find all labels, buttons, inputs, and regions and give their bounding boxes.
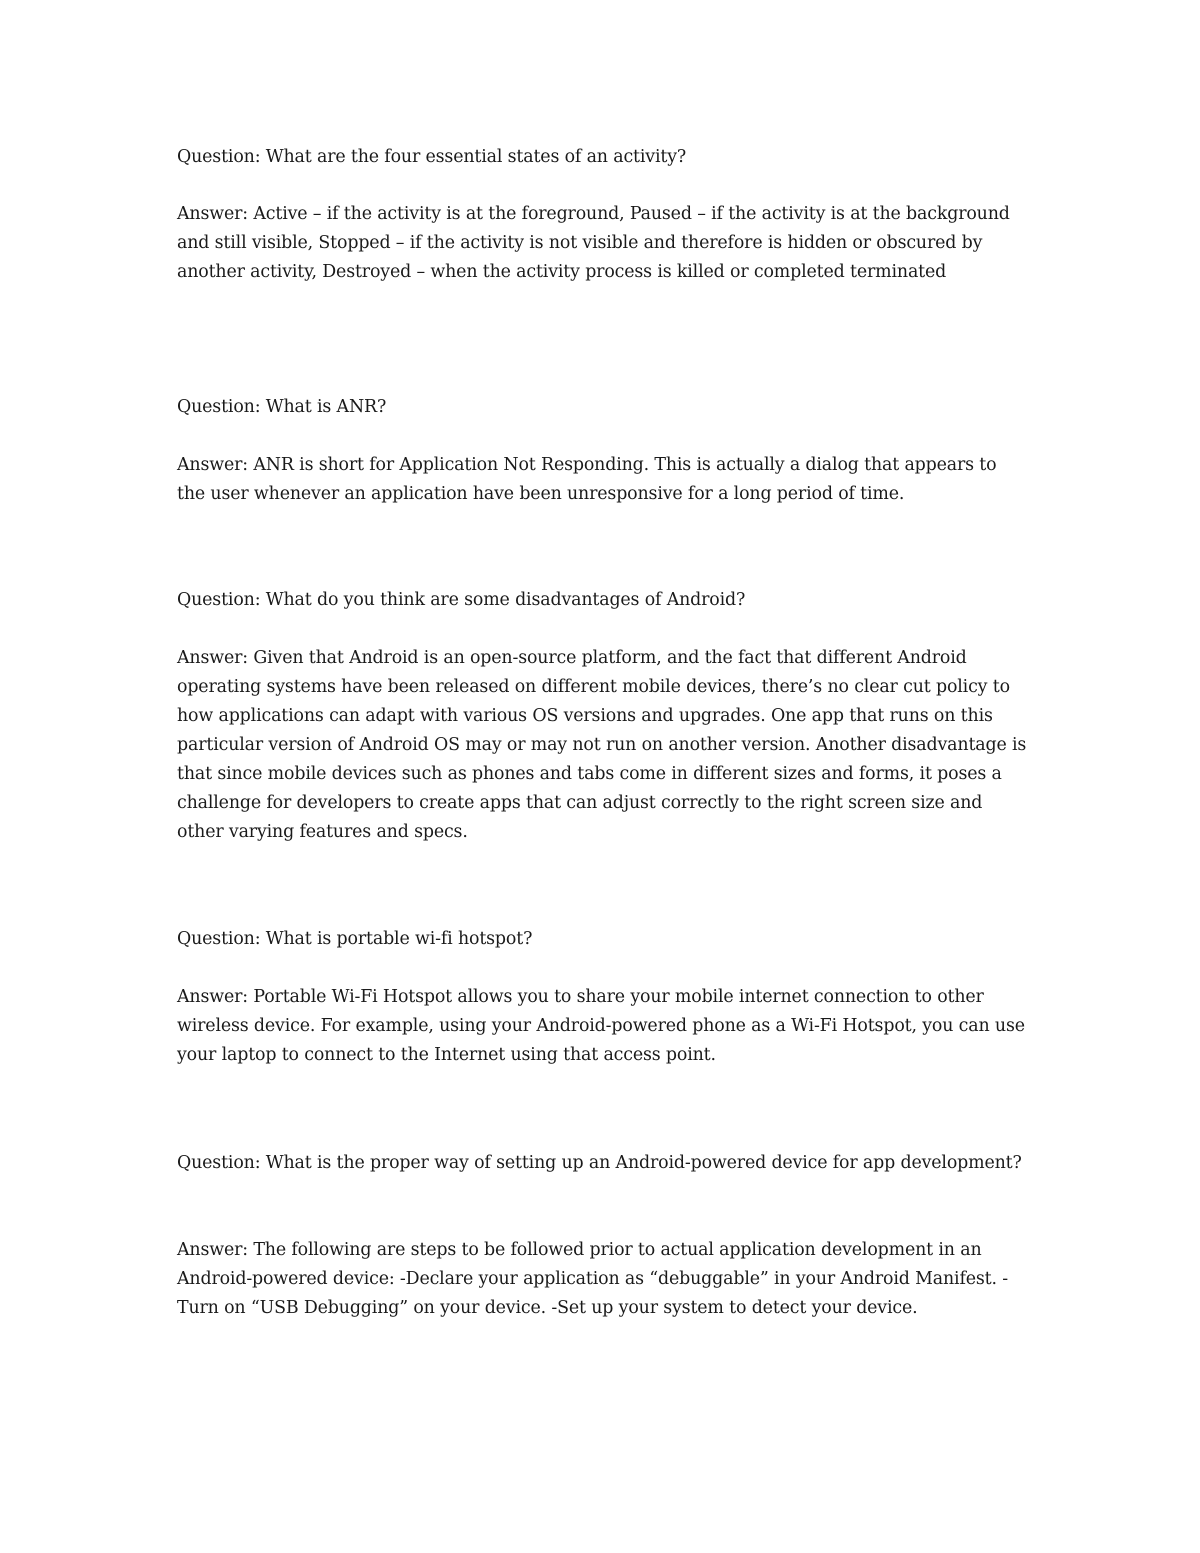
question-2: Question: What is ANR? — [177, 397, 387, 417]
answer-2: Answer: ANR is short for Application Not Responding. This is actually a dialog that appears to the user whenever an application have been unresponsive for a long period of time. — [177, 455, 997, 504]
question-4: Question: What is portable wi-fi hotspot? — [177, 929, 533, 949]
answer-4: Answer: Portable Wi-Fi Hotspot allows you to share your mobile internet connection to other wireless device. For example, using your Android-powered phone as a Wi-Fi Hotspot, you can use your laptop to connect to the Internet using that access point. — [177, 987, 1025, 1065]
answer-1: Answer: Active – if the activity is at the foreground, Paused – if the activity is at the background and still visible, Stopped – if the activity is not visible and therefore is hidden or obscured by another activity, Destroyed – when the activity process is killed or completed terminated — [177, 204, 1010, 282]
answer-3: Answer: Given that Android is an open-source platform, and the fact that different Android operating systems have been released on different mobile devices, there’s no clear cut policy to how applications can adapt with various OS versions and upgrades. One app that runs on this particular version of Android OS may or may not run on another version. Another disadvantage is that since mobile devices such as phones and tabs come in different sizes and forms, it poses a challenge for developers to create apps that can adjust correctly to the right screen size and other varying features and specs. — [177, 648, 1027, 842]
question-3: Question: What do you think are some disadvantages of Android? — [177, 590, 746, 610]
question-5: Question: What is the proper way of setting up an Android-powered device for app development? — [177, 1153, 1022, 1173]
answer-5: Answer: The following are steps to be followed prior to actual application development in an Android-powered device: -Declare your application as “debuggable” in your Android Manifest. -Turn on “USB Debugging” on your device. -Set up your system to detect your device. — [177, 1240, 1008, 1318]
question-1: Question: What are the four essential states of an activity? — [177, 147, 687, 167]
